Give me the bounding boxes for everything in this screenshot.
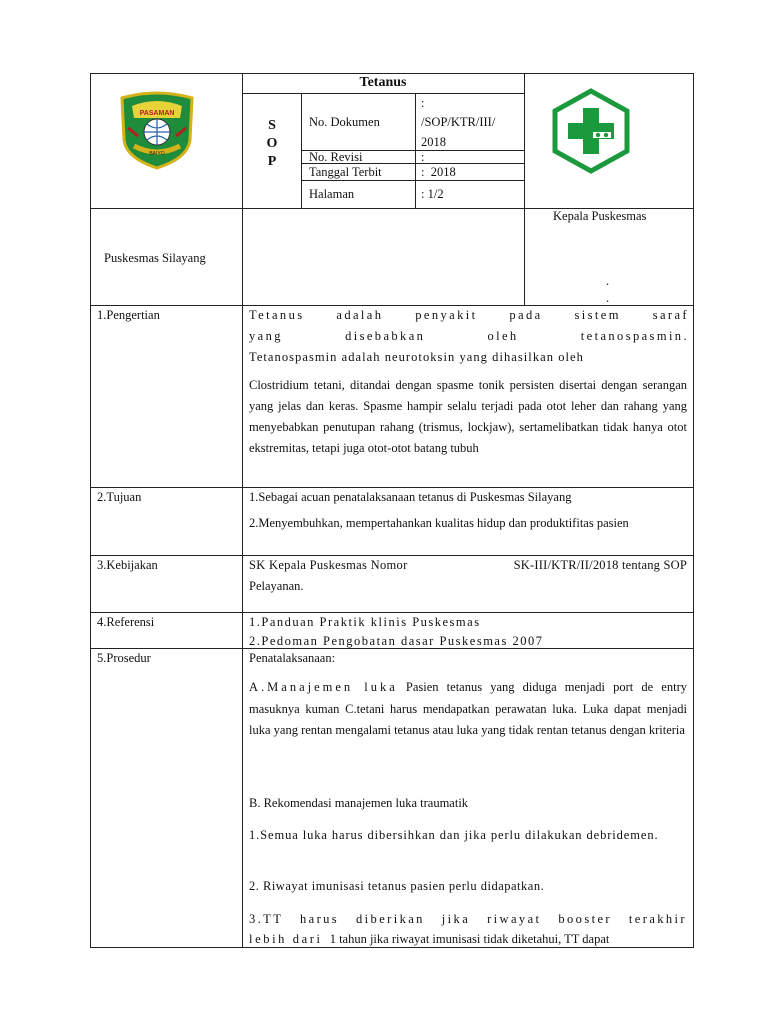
sop-letter-s: S (268, 118, 276, 133)
title-row-divider (242, 93, 524, 94)
puskesmas-cross-logo-icon (551, 88, 631, 174)
kebijakan-bottom-line (90, 612, 693, 613)
pengertian-line-3: Tetanospasmin adalah neurotoksin yang dihasilkan oleh (249, 350, 584, 364)
signature-dot-1: . (606, 274, 610, 288)
tanggal-terbit-label: Tanggal Terbit (309, 165, 382, 179)
svg-text:PASAMAN: PASAMAN (139, 110, 175, 117)
no-dokumen-colon: : (421, 96, 425, 110)
tujuan-item-2: 2.Menyembuhkan, mempertahankan kualitas hidup dan produktifitas pasien (249, 516, 629, 530)
no-dokumen-label: No. Dokumen (309, 115, 380, 129)
prosedur-item-3-line-1: 3.TT harus diberikan jika riwayat booster terakhir (249, 912, 687, 926)
prosedur-intro: Penatalaksanaan: (249, 651, 336, 665)
prosedur-item-3-line-2 (249, 931, 687, 947)
section-label-tujuan: 2.Tujuan (97, 490, 142, 504)
prosedur-a-heading: A.Manajemen luka (249, 680, 398, 694)
table-border-bottom (90, 947, 693, 948)
sop-vertical-label (262, 117, 282, 171)
section-label-prosedur: 5.Prosedur (97, 651, 151, 665)
tanggal-terbit-value: : 2018 (421, 165, 456, 179)
pengertian-paragraph: Clostridium tetani, ditandai dengan spasme tonik persisten disertai dengan serangan yang jelas dan keras. Spasme hampir selalu terjadi pada otot leher dan rahang yang menyebabkan penutupan rahang (trismus, lockjaw), sertamelibatkan tidak hanya otot ekstremitas, tetapi juga otot-otot batang tubuh (249, 378, 687, 455)
prosedur-item-3-rest: 1 tahun jika riwayat imunisasi tidak diketahui, TT dapat (329, 932, 610, 946)
prosedur-item-1: 1.Semua luka harus dibersihkan dan jika perlu dilakukan debridemen. (249, 828, 659, 842)
sop-letter-o: O (266, 136, 278, 151)
referensi-item-1: 1.Panduan Praktik klinis Puskesmas (249, 615, 481, 629)
tanggal-row-divider (301, 180, 524, 181)
halaman-label: Halaman (309, 187, 355, 201)
facility-name: Puskesmas Silayang (104, 251, 206, 265)
tujuan-bottom-line (90, 555, 693, 556)
halaman-value: : 1/2 (421, 187, 444, 201)
prosedur-item-2: 2. Riwayat imunisasi tetanus pasien perlu didapatkan. (249, 879, 545, 893)
logo-column-divider (524, 73, 525, 306)
value-column-divider (415, 93, 416, 209)
pengertian-line-2: yang disebabkan oleh tetanospasmin. (249, 329, 689, 343)
no-revisi-value: : (421, 150, 425, 164)
signature-dot-2: . (606, 291, 610, 305)
kebijakan-line-2: Pelayanan. (249, 579, 304, 593)
sop-letter-p: P (267, 154, 277, 169)
table-border-top (90, 73, 693, 74)
no-dokumen-year: 2018 (421, 135, 446, 149)
sop-column-divider (301, 93, 302, 209)
document-title: Tetanus (359, 75, 407, 90)
prosedur-a-paragraph (249, 677, 687, 742)
label-column-divider (242, 73, 243, 948)
pengertian-bottom-line (90, 487, 693, 488)
table-border-right (693, 73, 694, 948)
head-title: Kepala Puskesmas (553, 209, 647, 223)
prosedur-item-3-spaced: lebih dari (249, 932, 323, 946)
no-dokumen-value: /SOP/KTR/III/ (421, 115, 496, 129)
table-border-left (90, 73, 91, 948)
referensi-item-2: 2.Pedoman Pengobatan dasar Puskesmas 2007 (249, 634, 544, 648)
svg-text:BAIYO: BAIYO (149, 151, 165, 157)
no-revisi-label: No. Revisi (309, 150, 363, 164)
pasaman-regency-seal-icon (118, 88, 196, 170)
section-label-referensi: 4.Referensi (97, 615, 155, 629)
section-label-pengertian: 1.Pengertian (97, 308, 160, 322)
section-label-kebijakan: 3.Kebijakan (97, 558, 158, 572)
prosedur-a-body: Pasien tetanus yang diduga menjadi port de entry masuknya kuman C.tetani harus mendapatkan perawatan luka. Luka dapat menjadi luka yang rentan mengalami tetanus atau luka yang tidak rentan tetanus dengan kriteria (249, 680, 687, 737)
kebijakan-line-1-left: SK Kepala Puskesmas Nomor (249, 558, 408, 572)
prosedur-b-heading: B. Rekomendasi manajemen luka traumatik (249, 796, 469, 810)
tujuan-item-1: 1.Sebagai acuan penatalaksanaan tetanus di Puskesmas Silayang (249, 490, 572, 504)
kebijakan-line-1-right: SK-III/KTR/II/2018 tentang SOP (513, 558, 687, 572)
pengertian-line-1: Tetanus adalah penyakit pada sistem saraf (249, 308, 689, 322)
